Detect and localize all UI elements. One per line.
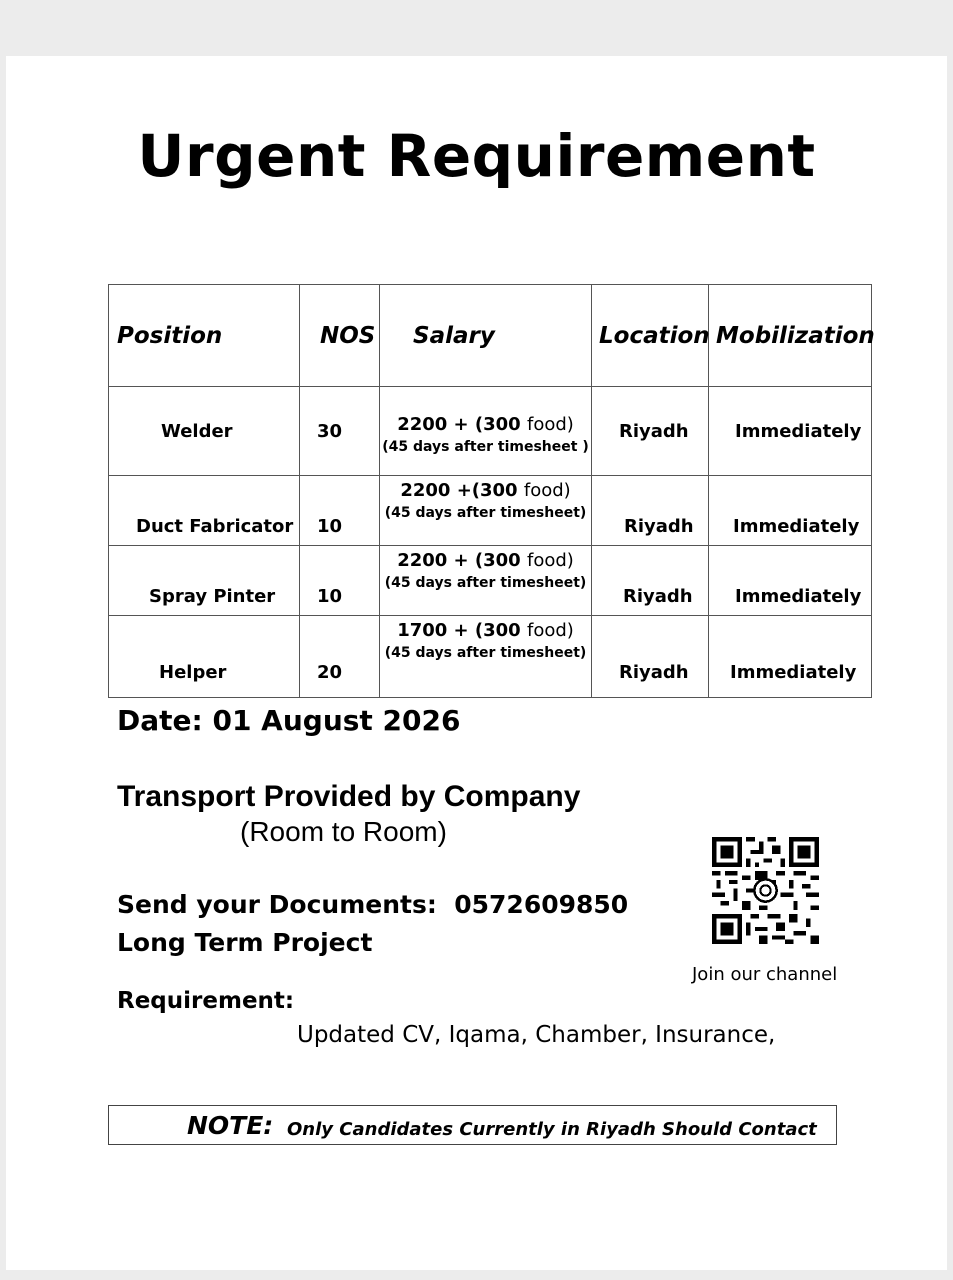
- long-term-line: Long Term Project: [117, 928, 373, 957]
- nos-cell: 10: [300, 546, 380, 616]
- note-label: NOTE:: [187, 1111, 274, 1140]
- table-row: [109, 616, 872, 698]
- send-documents-line: Send your Documents: 0572609850: [117, 890, 629, 919]
- note-box: [108, 1105, 837, 1145]
- location-cell: Riyadh: [592, 476, 709, 546]
- header-mobilization: Mobilization: [709, 285, 872, 387]
- salary-cell: 1700 + (300 food) (45 days after timesheet): [380, 616, 592, 698]
- qr-caption: Join our channel: [692, 964, 838, 985]
- salary-cell: 2200 + (300 food) (45 days after timesheet): [380, 546, 592, 616]
- position-cell: Spray Pinter: [109, 546, 300, 616]
- mobilization-cell: Immediately: [709, 616, 872, 698]
- position-cell: Welder: [109, 387, 300, 476]
- mobilization-cell: Immediately: [709, 387, 872, 476]
- table-row: [109, 387, 872, 476]
- position-cell: Helper: [109, 616, 300, 698]
- header-location: Location: [592, 285, 709, 387]
- table-row: [109, 546, 872, 616]
- position-cell: Duct Fabricator: [109, 476, 300, 546]
- location-cell: Riyadh: [592, 387, 709, 476]
- note-text: Only Candidates Currently in Riyadh Should Contact: [287, 1119, 817, 1140]
- page-title: Urgent Requirement: [137, 122, 816, 190]
- table-header-row: [109, 285, 872, 387]
- transport-line: Transport Provided by Company: [117, 780, 581, 813]
- header-position: Position: [109, 285, 300, 387]
- requirement-items: Updated CV, Iqama, Chamber, Insurance,: [297, 1022, 776, 1048]
- mobilization-cell: Immediately: [709, 476, 872, 546]
- requirement-table: [108, 284, 875, 698]
- location-cell: Riyadh: [592, 616, 709, 698]
- mobilization-cell: Immediately: [709, 546, 872, 616]
- nos-cell: 20: [300, 616, 380, 698]
- table-row: [109, 476, 872, 546]
- location-cell: Riyadh: [592, 546, 709, 616]
- qr-code-icon[interactable]: [712, 837, 819, 944]
- header-nos: NOS: [300, 285, 380, 387]
- salary-cell: 2200 + (300 food) (45 days after timesheet ): [380, 387, 592, 476]
- transport-detail: (Room to Room): [240, 816, 447, 847]
- header-salary: Salary: [380, 285, 592, 387]
- nos-cell: 30: [300, 387, 380, 476]
- requirement-label: Requirement:: [117, 988, 295, 1014]
- salary-cell: 2200 +(300 food) (45 days after timesheet): [380, 476, 592, 546]
- nos-cell: 10: [300, 476, 380, 546]
- date-line: Date: 01 August 2026: [117, 704, 461, 737]
